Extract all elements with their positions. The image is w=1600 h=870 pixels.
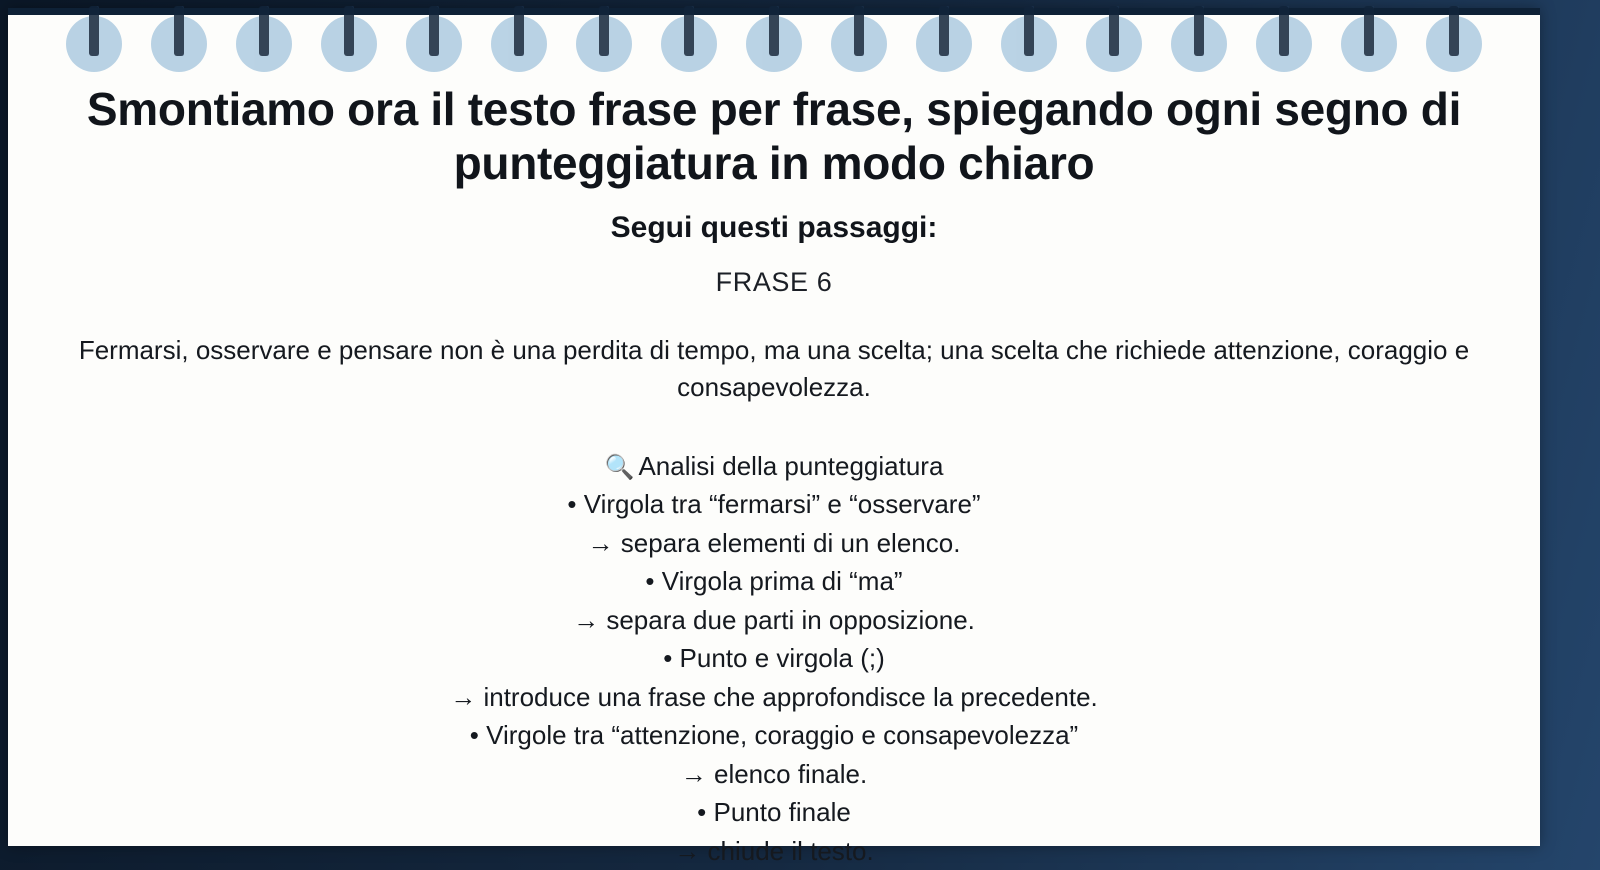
spiral-ring bbox=[916, 16, 972, 72]
phrase-label: FRASE 6 bbox=[715, 266, 833, 297]
spiral-ring bbox=[1426, 16, 1482, 72]
analysis-heading-row bbox=[8, 447, 1540, 486]
analysis-line: → elenco finale. bbox=[680, 758, 868, 789]
spiral-ring bbox=[66, 16, 122, 72]
analysis-lines bbox=[8, 485, 1540, 870]
spiral-ring bbox=[1256, 16, 1312, 72]
analysis-line: • Virgola prima di “ma” bbox=[645, 566, 903, 597]
spiral-binding bbox=[8, 8, 1540, 86]
analysis-line: → introduce una frase che approfondisce la precedente. bbox=[450, 681, 1098, 712]
magnifier-icon: 🔍 bbox=[604, 453, 635, 481]
spiral-ring bbox=[491, 16, 547, 72]
spiral-ring bbox=[746, 16, 802, 72]
analysis-line: • Punto finale bbox=[697, 797, 851, 828]
spiral-ring bbox=[236, 16, 292, 72]
spiral-ring bbox=[151, 16, 207, 72]
spiral-ring bbox=[406, 16, 462, 72]
analysis-line: → separa due parti in opposizione. bbox=[573, 604, 975, 635]
page-subtitle: Segui questi passaggi: bbox=[610, 210, 938, 244]
spiral-ring bbox=[321, 16, 377, 72]
analysis-block bbox=[8, 447, 1540, 870]
spiral-ring bbox=[1171, 16, 1227, 72]
analysis-line: • Punto e virgola (;) bbox=[663, 643, 885, 674]
analysis-line: → separa elementi di un elenco. bbox=[587, 527, 961, 558]
notepad-page bbox=[8, 8, 1540, 866]
page-content bbox=[8, 82, 1540, 870]
analysis-line: • Virgole tra “attenzione, coraggio e consapevolezza” bbox=[469, 720, 1079, 751]
spiral-ring bbox=[1086, 16, 1142, 72]
spiral-ring bbox=[831, 16, 887, 72]
spiral-ring bbox=[661, 16, 717, 72]
example-sentence: Fermarsi, osservare e pensare non è una perdita di tempo, ma una scelta; una scelta che richiede attenzione, coraggio e consapevolezza. bbox=[78, 334, 1470, 403]
spiral-ring bbox=[576, 16, 632, 72]
spiral-ring bbox=[1341, 16, 1397, 72]
analysis-line: • Virgola tra “fermarsi” e “osservare” bbox=[567, 489, 981, 520]
analysis-heading-label: Analisi della punteggiatura bbox=[638, 450, 944, 481]
analysis-line: → chiude il testo. bbox=[674, 835, 874, 866]
page-title: Smontiamo ora il testo frase per frase, spiegando ogni segno di punteggiatura in modo chiaro bbox=[86, 83, 1462, 190]
spiral-ring bbox=[1001, 16, 1057, 72]
